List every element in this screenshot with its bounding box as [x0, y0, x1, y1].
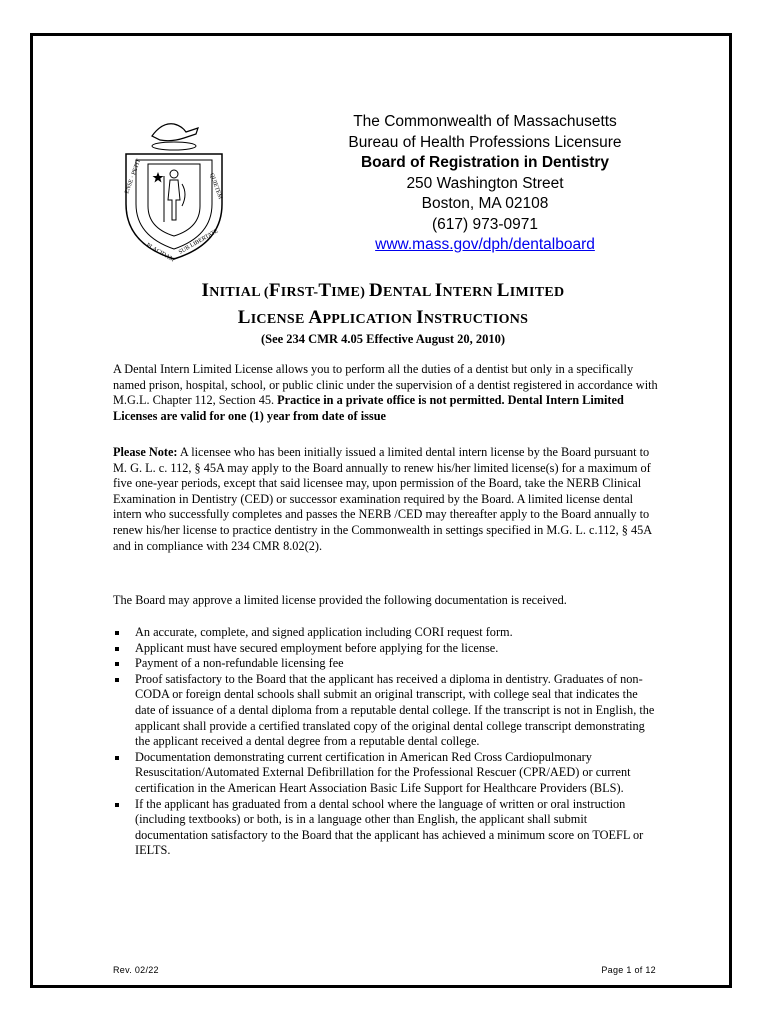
svg-text:SUB LIBERTATE: SUB LIBERTATE — [178, 228, 220, 256]
document-title-line2: LICENSE APPLICATION INSTRUCTIONS — [237, 307, 529, 328]
intro-paragraph — [113, 362, 661, 424]
header-phone: (617) 973-0971 — [432, 215, 538, 233]
intro-text: A Dental Intern Limited License allows you to perform all the duties of a dentist but only in a specifically named prison, hospital, school, or public clinic under the supervision of a dentist registered in accordance with M.G.L. Chapter 112, Section 45. — [113, 362, 658, 408]
page-number: Page 1 of 12 — [601, 965, 656, 975]
header-commonwealth: The Commonwealth of Massachusetts — [353, 113, 617, 130]
list-item: Documentation demonstrating current certification in American Red Cross Cardiopulmonary Resuscitation/Automated External Defibrillation for the Professional Rescuer (CPR/AED) or current certification in the American Heart Association Basic Life Support for Healthcare Providers (BLS). — [113, 750, 661, 797]
agency-header — [300, 112, 670, 256]
board-website-link[interactable]: www.mass.gov/dph/dentalboard — [375, 236, 595, 253]
bullet-icon — [115, 678, 119, 682]
revision-label: Rev. 02/22 — [113, 965, 159, 975]
document-title-line1: INITIAL (FIRST-TIME) DENTAL INTERN LIMITED — [201, 280, 565, 301]
documentation-intro: The Board may approve a limited license provided the following documentation is received. — [113, 593, 567, 607]
list-item: Applicant must have secured employment before applying for the license. — [113, 641, 661, 657]
list-item: If the applicant has graduated from a dental school where the language of written or oral instruction (including textbooks) or both, is in a language other than English, the applicant shall submit documentation satisfactory to the Board that the applicant has achieved a minimum score on TOEFL or IELTS. — [113, 797, 661, 859]
list-item: Payment of a non-refundable licensing fee — [113, 656, 661, 672]
note-paragraph — [113, 445, 661, 554]
bullet-icon — [115, 803, 119, 807]
list-item: An accurate, complete, and signed application including CORI request form. — [113, 625, 661, 641]
bullet-icon — [115, 631, 119, 635]
bullet-icon — [115, 647, 119, 651]
header-bureau: Bureau of Health Professions Licensure — [348, 133, 622, 151]
header-city: Boston, MA 02108 — [421, 195, 549, 212]
note-label: Please Note: — [113, 445, 178, 459]
header-street: 250 Washington Street — [406, 174, 564, 192]
svg-text:PLACIDAM: PLACIDAM — [145, 242, 176, 264]
svg-text:QUIETEM: QUIETEM — [208, 172, 223, 201]
note-text: A licensee who has been initially issued a limited dental intern license by the Board pursuant to M. G. L. c. 112, § 45A may apply to the Board annually to renew his/her limited license(s) for a maximum of five one-year periods, except that said licensee may, upon permission of the Board, take the NERB Clinical Examination in Dentistry (CED) or successor examination required by the Board. A limited license dental intern who successfully completes and passes the NERB /CED may thereafter apply to the Board annually to renew his/her license to practice dentistry in the Commonwealth in settings specified in M.G. L. c.112, § 45A and in compliance with 234 CMR 8.02(2). — [113, 445, 652, 553]
bullet-icon — [115, 662, 119, 666]
massachusetts-seal-logo — [112, 114, 236, 264]
header-board: Board of Registration in Dentistry — [360, 154, 610, 171]
list-item: Proof satisfactory to the Board that the applicant has received a diploma in dentistry. Graduates of non-CODA or foreign dental schools shall submit an original transcript, with college seal that indicates the date of issuance of a dental diploma from a reputable dental college. If the transcript is not in English, the applicant shall provide a certified translated copy of the original dental college transcript demonstrating the applicant received a dental degree from a reputable dental college. — [113, 672, 661, 750]
svg-text:ENSE · PETIT: ENSE · PETIT — [124, 158, 143, 195]
document-subtitle: (See 234 CMR 4.05 Effective August 20, 2010) — [260, 332, 506, 346]
requirements-list — [113, 625, 661, 859]
bullet-icon — [115, 756, 119, 760]
intro-bold-text: Practice in a private office is not permitted. Dental Intern Limited Licenses are valid for one (1) year from date of issue — [113, 393, 624, 423]
